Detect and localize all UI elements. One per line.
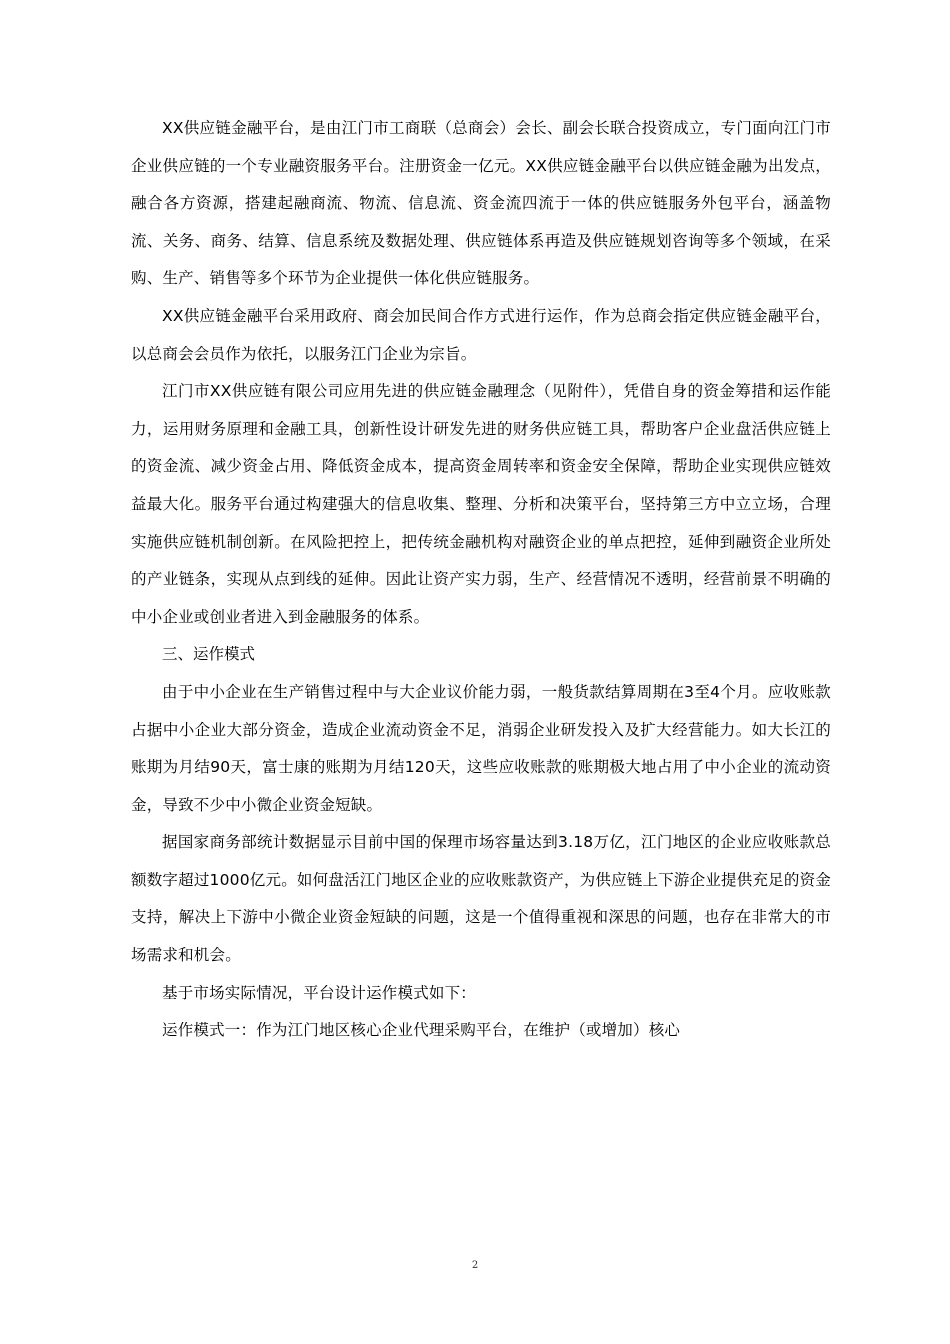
paragraph-mode-one: 运作模式一：作为江门地区核心企业代理采购平台，在维护（或增加）核心 <box>162 1021 681 1040</box>
paragraph-mode-intro: 基于市场实际情况，平台设计运作模式如下： <box>162 983 477 1002</box>
paragraph-company-concept: 江门市XX供应链有限公司应用先进的供应链金融理念（见附件），凭借自身的资金筹措和运作能力，运用财务原理和金融工具，创新性设计研发先进的财务供应链工具，帮助客户企业盘活供应链上的资金流、减少资金占用、降低资金成本，提高资金周转率和资金安全保障，帮助企业实现供应链效益最大化。服务平台通过构建强大的信息收集、整理、分析和决策平台，坚持第三方中立立场，合理实施供应链机制创新。在风险把控上，把传统金融机构对融资企业的单点把控，延伸到融资企业所处的产业链条，实现从点到线的延伸。因此让资产实力弱，生产、经营情况不透明，经营前景不明确的中小企业或创业者进入到金融服务的体系。 <box>131 382 831 626</box>
section-heading: 三、运作模式 <box>162 645 256 664</box>
paragraph-market-data: 据国家商务部统计数据显示目前中国的保理市场容量达到3.18万亿，江门地区的企业应收账款总额数字超过1000亿元。如何盘活江门地区企业的应收账款资产，为供应链上下游企业提供充足的资金支持，解决上下游中小微企业资金短缺的问题，这是一个值得重视和深思的问题，也存在非常大的市场需求和机会。 <box>131 833 831 965</box>
document-body <box>131 110 831 1050</box>
paragraph-operation-method: XX供应链金融平台采用政府、商会加民间合作方式进行运作，作为总商会指定供应链金融平台，以总商会会员作为依托，以服务江门企业为宗旨。 <box>131 306 831 363</box>
page-number: 2 <box>471 1260 479 1271</box>
paragraph-platform-intro: XX供应链金融平台，是由江门市工商联（总商会）会长、副会长联合投资成立，专门面向江门市企业供应链的一个专业融资服务平台。注册资金一亿元。XX供应链金融平台以供应链金融为出发点，融合各方资源，搭建起融商流、物流、信息流、资金流四流于一体的供应链服务外包平台，涵盖物流、关务、商务、结算、信息系统及数据处理、供应链体系再造及供应链规划咨询等多个领域，在采购、生产、销售等多个环节为企业提供一体化供应链服务。 <box>131 119 831 288</box>
paragraph-sme-problem: 由于中小企业在生产销售过程中与大企业议价能力弱，一般货款结算周期在3至4个月。应收账款占据中小企业大部分资金，造成企业流动资金不足，消弱企业研发投入及扩大经营能力。如大长江的账期为月结90天，富士康的账期为月结120天，这些应收账款的账期极大地占用了中小企业的流动资金，导致不少中小微企业资金短缺。 <box>131 682 831 814</box>
